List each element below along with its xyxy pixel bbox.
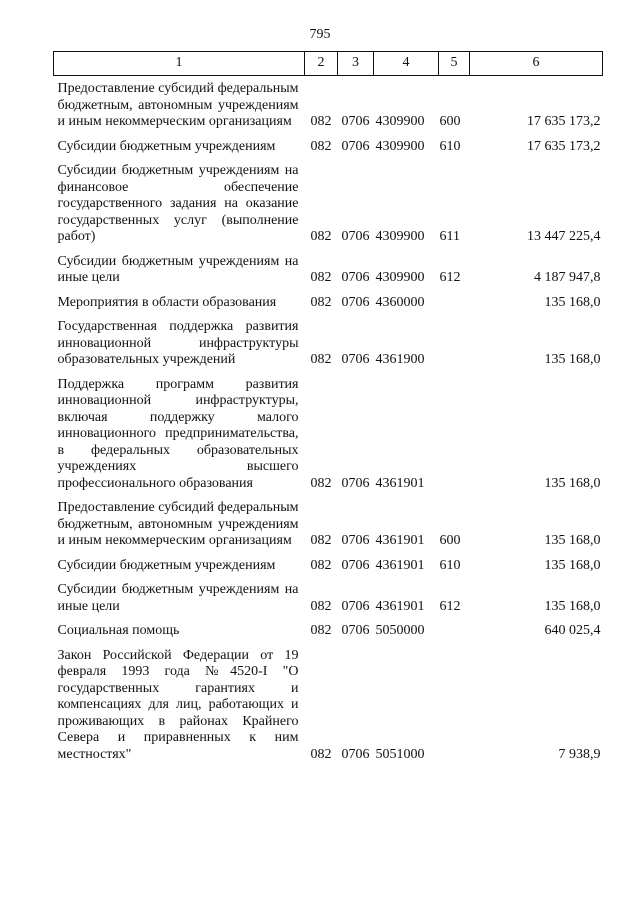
row-section-code: 0706: [341, 270, 370, 285]
table-row: [54, 492, 603, 550]
row-ministry-code: 082: [310, 557, 332, 573]
row-expense-type: [439, 615, 470, 640]
row-ministry-code: 082: [310, 533, 332, 548]
row-target-code: 4361901: [375, 533, 425, 548]
row-ministry-code: 082: [310, 598, 332, 614]
row-target-code: 4361901: [375, 598, 425, 614]
table-row: [54, 311, 603, 369]
row-amount: 135 168,0: [544, 352, 601, 367]
row-description: Поддержка программ развития инновационной инфраструктуры, включая поддержку малого инновационного предпринимательства, в федеральных образовательных учреждениях высшего профессионального образования: [57, 376, 299, 491]
table-row: [54, 640, 603, 764]
row-description: Субсидии бюджетным учреждениям на иные цели: [57, 253, 299, 285]
row-expense-type: 600: [439, 114, 461, 129]
row-description: Субсидии бюджетным учреждениям на иные цели: [57, 582, 299, 614]
column-header-3: 3: [338, 52, 374, 76]
row-amount: 17 635 173,2: [527, 138, 601, 154]
column-header-6: 6: [470, 52, 603, 76]
table-row: [54, 550, 603, 575]
row-description: Закон Российской Федерации от 19 февраля 1993 года №4520-I "О государственных гарантиях и компенсациях для лиц, работающих и проживающих в районах Крайнего Севера и приравненных к ним местностях": [57, 647, 299, 762]
table-row: [54, 287, 603, 312]
row-target-code: 4309900: [375, 114, 425, 129]
budget-table: [53, 51, 603, 763]
row-target-code: 4309900: [375, 138, 425, 154]
row-expense-type: 612: [439, 270, 461, 285]
row-amount: 135 168,0: [544, 598, 601, 614]
row-section-code: 0706: [341, 294, 370, 310]
row-ministry-code: 082: [310, 114, 332, 129]
row-target-code: 4361901: [375, 557, 425, 573]
row-description: Субсидии бюджетным учреждениям на финансовое обеспечение государственного задания на оказание государственных услуг (выполнение работ): [57, 163, 299, 244]
row-expense-type: 610: [439, 557, 461, 573]
row-section-code: 0706: [341, 114, 370, 129]
row-target-code: 4309900: [375, 270, 425, 285]
row-section-code: 0706: [341, 229, 370, 244]
row-ministry-code: 082: [310, 623, 332, 638]
row-expense-type: [439, 640, 470, 764]
table-row: [54, 155, 603, 246]
row-target-code: 4361901: [375, 475, 425, 491]
row-amount: 640 025,4: [544, 623, 601, 638]
row-description: Субсидии бюджетным учреждениям: [57, 557, 276, 573]
row-section-code: 0706: [341, 746, 370, 762]
row-description: Мероприятия в области образования: [57, 294, 277, 310]
row-description: Государственная поддержка развития инновационной инфраструктуры образовательных учреждений: [57, 319, 299, 367]
column-header-2: 2: [305, 52, 338, 76]
row-ministry-code: 082: [310, 746, 332, 762]
row-target-code: 5050000: [375, 623, 425, 638]
row-expense-type: [439, 287, 470, 312]
row-ministry-code: 082: [310, 270, 332, 285]
row-expense-type: 611: [439, 229, 460, 244]
table-row: [54, 131, 603, 156]
row-ministry-code: 082: [310, 229, 332, 244]
column-header-1: 1: [54, 52, 305, 76]
row-expense-type: 600: [439, 533, 461, 548]
row-ministry-code: 082: [310, 475, 332, 491]
row-ministry-code: 082: [310, 294, 332, 310]
row-section-code: 0706: [341, 475, 370, 491]
row-section-code: 0706: [341, 533, 370, 548]
row-section-code: 0706: [341, 138, 370, 154]
table-row: [54, 369, 603, 493]
column-header-4: 4: [374, 52, 439, 76]
row-section-code: 0706: [341, 623, 370, 638]
row-description: Субсидии бюджетным учреждениям: [57, 138, 276, 154]
row-description: Предоставление субсидий федеральным бюджетным, автономным учреждениям и иным некоммерческим организациям: [57, 500, 299, 548]
row-target-code: 4360000: [375, 294, 425, 310]
row-expense-type: [439, 369, 470, 493]
row-amount: 17 635 173,2: [527, 114, 601, 129]
table-body: [54, 76, 603, 764]
row-amount: 135 168,0: [544, 533, 601, 548]
table-row: [54, 76, 603, 131]
row-description: Социальная помощь: [57, 623, 180, 638]
row-expense-type: 612: [439, 598, 461, 614]
row-target-code: 4309900: [375, 229, 425, 244]
table-header: [54, 52, 603, 76]
row-ministry-code: 082: [310, 352, 332, 367]
row-amount: 7 938,9: [558, 746, 601, 762]
table-row: [54, 574, 603, 615]
row-expense-type: [439, 311, 470, 369]
row-description: Предоставление субсидий федеральным бюджетным, автономным учреждениям и иным некоммерческим организациям: [57, 81, 299, 129]
row-amount: 4 187 947,8: [534, 270, 601, 285]
row-expense-type: 610: [439, 138, 461, 154]
row-amount: 13 447 225,4: [527, 229, 601, 244]
table-row: [54, 246, 603, 287]
row-target-code: 4361900: [375, 352, 425, 367]
row-section-code: 0706: [341, 598, 370, 614]
column-header-5: 5: [439, 52, 470, 76]
row-target-code: 5051000: [375, 746, 425, 762]
row-section-code: 0706: [341, 557, 370, 573]
page-number: 795: [309, 27, 331, 42]
table-row: [54, 615, 603, 640]
row-ministry-code: 082: [310, 138, 332, 154]
row-amount: 135 168,0: [544, 475, 601, 491]
row-section-code: 0706: [341, 352, 370, 367]
row-amount: 135 168,0: [544, 557, 601, 573]
row-amount: 135 168,0: [544, 294, 601, 310]
